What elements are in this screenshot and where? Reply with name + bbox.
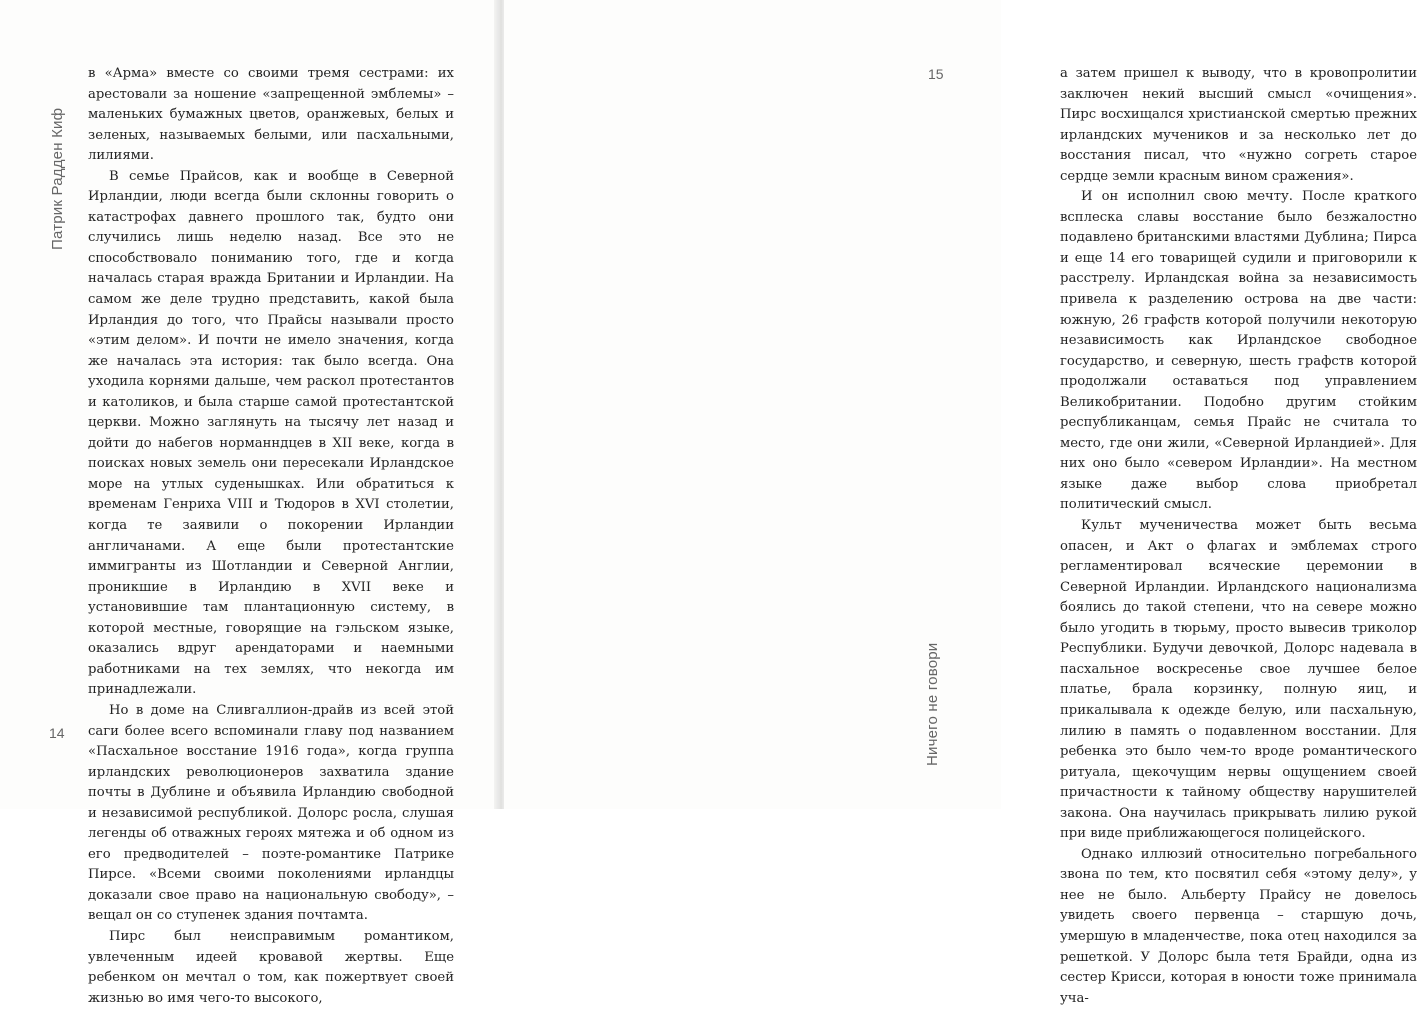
running-header-title: Ничего не говори <box>924 642 941 766</box>
paragraph: Пирс был неисправимым романтиком, увлеченным идеей кровавой жертвы. Еще ребенком он мечтал о том, как пожертвует своей жизнью во имя чего-то высокого, <box>88 928 454 1006</box>
right-page-body <box>1060 64 1417 1009</box>
left-page-body <box>88 64 454 1009</box>
left-page <box>0 0 497 1006</box>
running-header-author: Патрик Радден Киф <box>49 107 66 250</box>
page-number-right: 15 <box>928 66 944 82</box>
paragraph: Но в доме на Сливгаллион-драйв из всей этой саги более всего вспоминали главу под названием «Пасхальное восстание 1916 года», когда группа ирландских революционеров захватила здание почты в Дублине и объявила Ирландию свободной и независимой республикой. Долорс росла, слушая легенды об отважных героях мятежа и об одном из его предводителей – поэте-романтике Патрике Пирсе. «Всеми своими поколениями ирландцы доказали свое право на национальную свободу», – вещал он со ступенек здания почтамта. <box>88 702 454 924</box>
paragraph: Культ мученичества может быть весьма опасен, и Акт о флагах и эмблемах строго регламентировал всяческие церемонии в Северной Ирландии. Ирландского национализма боялись до такой степени, что на севере можно было угодить в тюрьму, просто вывесив триколор Республики. Будучи девочкой, Долорс надевала в пасхальное воскресенье свое лучшее белое платье, брала корзинку, полную яиц, и прикалывала к одежде белую, или пасхальную, лилию в память о подавленном восстании. Для ребенка это было чем-то вроде романтического ритуала, щекочущим нервы ощущением своей причастности к тайному обществу нарушителей закона. Она научилась прикрывать лилию рукой при виде приближающегося полицейского. <box>1060 518 1417 842</box>
paragraph: И он исполнил свою мечту. После краткого всплеска славы восстание было безжалостно подавлено британскими властями Дублина; Пирса и еще 14 его товарищей судили и приговорили к расстрелу. Ирландская война за независимость привела к разделению острова на две части: южную, 26 графств которой получили некоторую независимость как Ирландское свободное государство, и северную, шесть графств которой продолжали оставаться под управлением Великобритании. Подобно другим стойким республиканцам, семья Прайс не считала то место, где они жили, «Северной Ирландией». Для них оно было «севером Ирландии». На местном языке даже выбор слова приобретал политический смысл. <box>1060 189 1417 513</box>
paragraph: в «Арма» вместе со своими тремя сестрами: их арестовали за ношение «запрещенной эмблемы» – маленьких бумажных цветов, оранжевых, белых и зеленых, называемых белыми, или пасхальными, лилиями. <box>88 66 454 164</box>
paragraph: Однако иллюзий относительно погребального звона по тем, кто посвятил себя «этому делу», у нее не было. Альберту Прайсу не довелось увидеть своего первенца – старшую дочь, умершую в младенчестве, пока отец находился за решеткой. У Долорс была тетя Брайди, одна из сестер Крисси, которая в юности тоже принимала уча- <box>1060 846 1417 1006</box>
paragraph: а затем пришел к выводу, что в кровопролитии заключен некий высший смысл «очищения». Пирс восхищался христианской смертью прежних ирландских мучеников и за несколько лет до восстания писал, что «нужно согреть старое сердце земли красным вином сражения». <box>1060 66 1417 184</box>
page-number-left: 14 <box>49 725 65 741</box>
paragraph: В семье Прайсов, как и вообще в Северной Ирландии, люди всегда были склонны говорить о катастрофах давнего прошлого так, будто они случились лишь неделю назад. Все это не способствовало пониманию того, где и когда началась старая вражда Британии и Ирландии. На самом же деле трудно представить, какой была Ирландия до того, что Прайсы называли просто «этим делом». И почти не имело значения, когда же началась эта история: так было всегда. Она уходила корнями дальше, чем раскол протестантов и католиков, и была старше самой протестантской церкви. Можно заглянуть на тысячу лет назад и дойти до набегов норманндцев в XII веке, когда в поисках новых земель они пересекали Ирландское море на утлых суденышках. Или обратиться к временам Генриха VIII и Тюдоров в XVI столетии, когда те заявили о покорении Ирландии англичанами. А еще были протестантские иммигранты из Шотландии и Северной Англии, проникшие в Ирландию в XVII веке и установившие там плантационную систему, в которой местные, говорящие на гэльском языке, оказались вдруг арендаторами и наемными работниками на тех землях, что некогда им принадлежали. <box>88 168 454 698</box>
